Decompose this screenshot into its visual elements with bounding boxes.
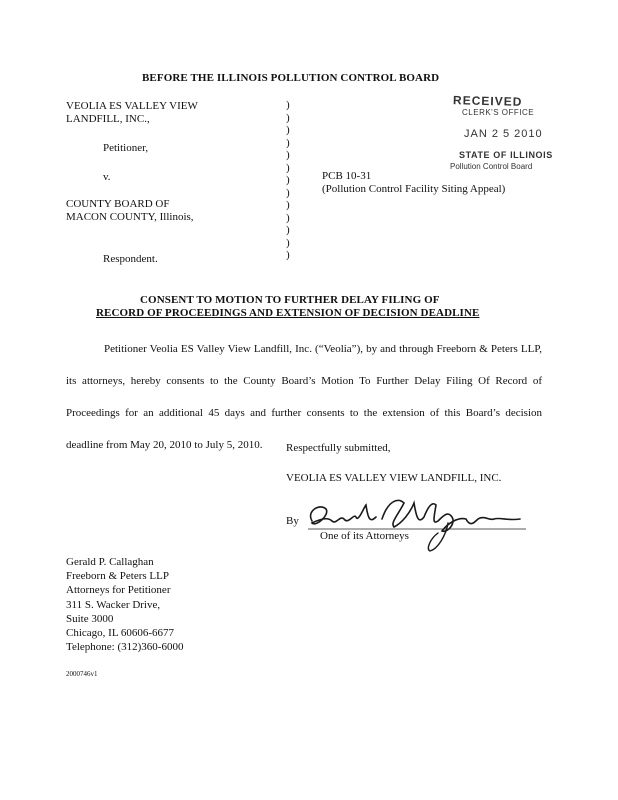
caption-divider [286, 99, 290, 262]
petitioner-role: Petitioner, [103, 142, 149, 154]
versus: v. [103, 171, 111, 183]
case-number: PCB 10-31 [322, 170, 372, 182]
stamp-received: RECEIVED [452, 93, 523, 109]
attorney-line: Chicago, IL 60606-6677 [66, 627, 175, 640]
attorney-line: Suite 3000 [66, 612, 114, 625]
paren: ) [286, 224, 290, 236]
attorney-line: Gerald P. Callaghan [66, 556, 154, 568]
respondent-role: Respondent. [103, 253, 158, 265]
received-stamp [420, 94, 556, 176]
attorney-line: 311 S. Wacker Drive, [66, 598, 161, 611]
paren: ) [286, 149, 290, 161]
paren: ) [286, 236, 290, 249]
attorney-line: Telephone: (312)360-6000 [66, 641, 184, 654]
paren: ) [286, 174, 290, 186]
paren: ) [286, 161, 290, 174]
attorney-signature-line: One of its Attorneys [320, 530, 409, 542]
case-type: (Pollution Control Facility Siting Appeal) [322, 183, 506, 195]
attorney-block [66, 555, 183, 654]
signature [298, 493, 530, 555]
paren: ) [286, 211, 290, 224]
paren: ) [286, 124, 290, 136]
document-title-line2: RECORD OF PROCEEDINGS AND EXTENSION OF DECISION DEADLINE [96, 307, 480, 319]
paren: ) [286, 186, 290, 199]
document-heading: BEFORE THE ILLINOIS POLLUTION CONTROL BOARD [142, 72, 440, 84]
petitioner-name-line1: VEOLIA ES VALLEY VIEW [66, 100, 198, 112]
petitioner-name-line2: LANDFILL, INC., [66, 113, 150, 125]
document-title-line1: CONSENT TO MOTION TO FURTHER DELAY FILING OF [140, 294, 440, 306]
stamp-date: JAN 2 5 2010 [464, 128, 543, 140]
attorney-line: Freeborn & Peters LLP [66, 570, 169, 583]
signatory-party: VEOLIA ES VALLEY VIEW LANDFILL, INC. [286, 472, 502, 484]
paren: ) [286, 199, 290, 211]
paren: ) [286, 249, 290, 261]
document-id: 2000746v1 [66, 670, 98, 678]
respectfully-submitted: Respectfully submitted, [286, 442, 391, 454]
paren: ) [286, 136, 290, 149]
respondent-name-line2: MACON COUNTY, Illinois, [66, 211, 194, 223]
body-paragraph: Petitioner Veolia ES Valley View Landfill, Inc. (“Veolia”), by and through Freeborn & Peters LLP, its attorneys, hereby consents to the County Board’s Motion To Further Delay Filing Of Record of Proceedings for an additional 45 days and further consents to the extension of this Board’s decision deadline from May 20, 2010 to July 5, 2010. [66, 343, 542, 451]
attorney-line: Attorneys for Petitioner [66, 584, 171, 597]
stamp-state: STATE OF ILLINOIS [459, 150, 553, 160]
stamp-board: Pollution Control Board [450, 162, 533, 171]
paren: ) [286, 111, 290, 124]
stamp-office: CLERK'S OFFICE [462, 108, 535, 117]
respondent-name-line1: COUNTY BOARD OF [66, 198, 170, 210]
by-label: By [286, 515, 299, 527]
paren: ) [286, 99, 290, 111]
